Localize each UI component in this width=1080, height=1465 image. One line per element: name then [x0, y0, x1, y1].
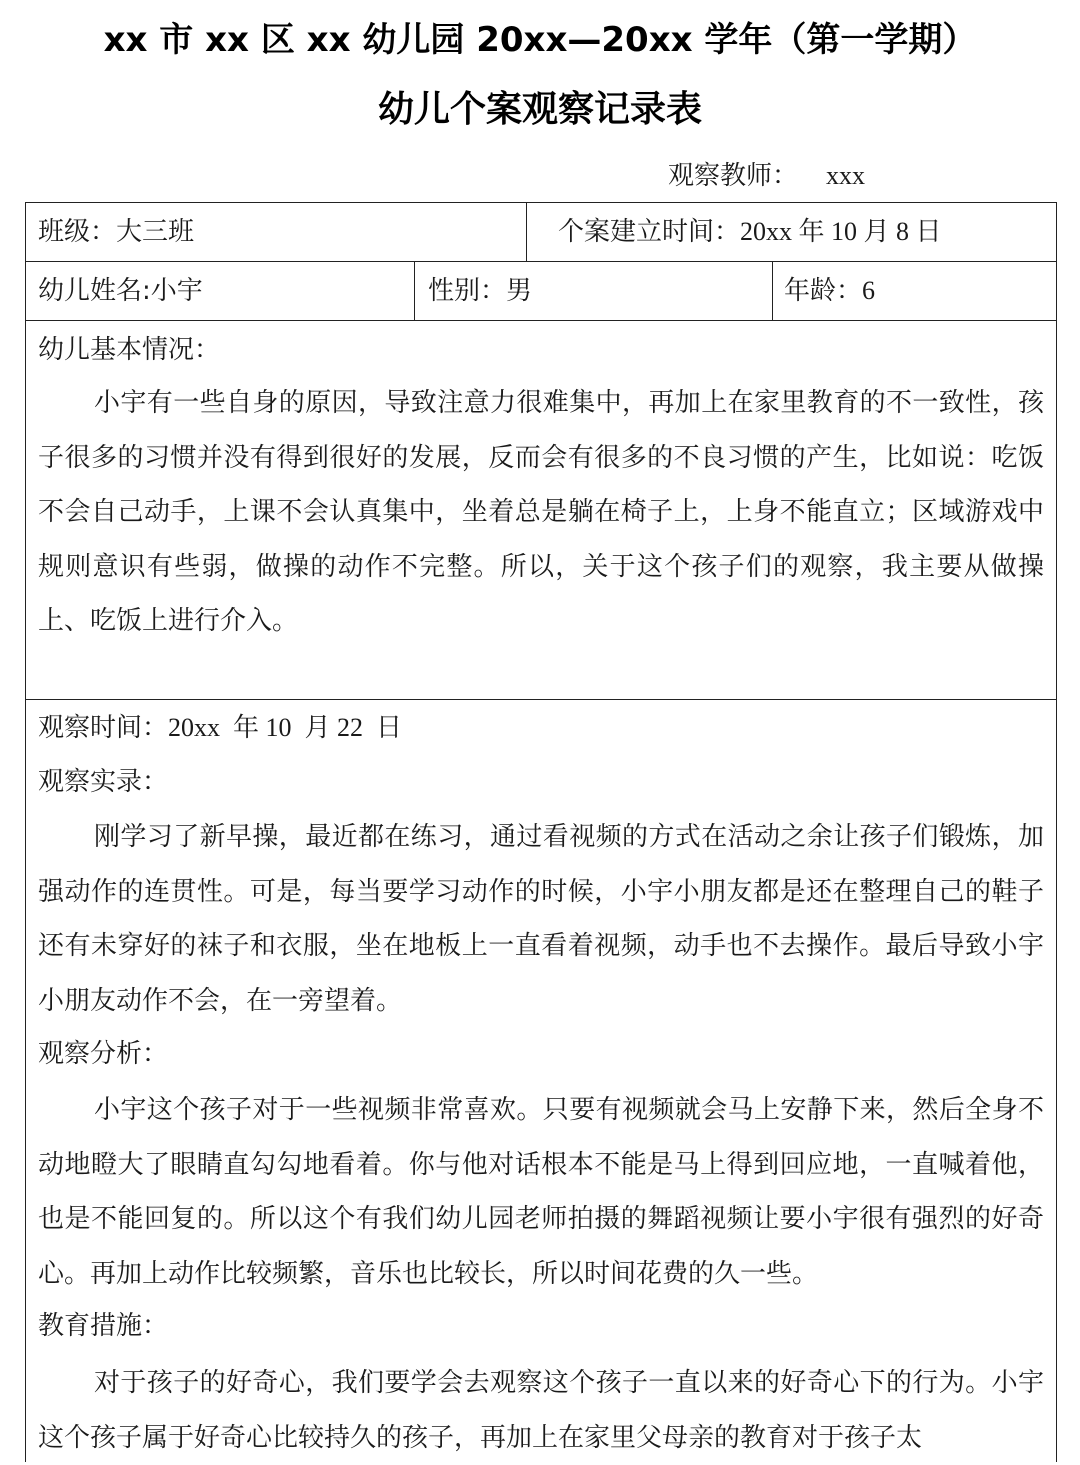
class-value: 大三班 — [116, 217, 195, 247]
document-subtitle: 幼儿个案观察记录表 — [377, 89, 702, 130]
created-time-cell — [558, 212, 942, 252]
column-divider — [526, 203, 527, 261]
class-label: 班级： — [38, 217, 117, 247]
child-name-cell — [38, 271, 203, 311]
column-divider — [414, 261, 415, 320]
row-divider — [26, 320, 1056, 321]
age-label: 年龄： — [784, 276, 863, 306]
document-title: xx 市 xx 区 xx 幼儿园 20xx—20xx 学年（第一学期） — [103, 20, 977, 60]
column-divider — [772, 261, 773, 320]
analysis-text: 小宇这个孩子对于一些视频非常喜欢。只要有视频就会马上安静下来，然后全身不动地瞪大了眼睛直勾勾地看着。你与他对话根本不能是马上得到回应地，一直喊着他，也是不能回复的。所以这个有我们幼儿园老师拍摄的舞蹈视频让要小宇很有强烈的好奇心。再加上动作比较频繁，音乐也比较长，所以时间花费的久一些。 — [38, 1095, 1044, 1289]
row-divider — [26, 261, 1056, 262]
measures-text: 对于孩子的好奇心，我们要学会去观察这个孩子一直以来的好奇心下的行为。小宇这个孩子属于好奇心比较持久的孩子，再加上在家里父母亲的教育对于孩子太 — [38, 1368, 1044, 1453]
measures-label: 教育措施： — [38, 1311, 169, 1341]
observation-time — [38, 708, 402, 748]
teacher-value: xxx — [826, 161, 866, 190]
teacher-line — [668, 156, 865, 196]
created-time-value: 20xx 年 10 月 8 日 — [740, 217, 942, 246]
class-cell — [38, 212, 194, 252]
gender-cell — [428, 271, 532, 311]
gender-value: 男 — [506, 276, 533, 306]
observation-time-label: 观察时间： — [38, 713, 169, 743]
record-label: 观察实录： — [38, 767, 169, 797]
teacher-label: 观察教师： — [668, 161, 799, 191]
observation-time-value: 20xx 年 10 月 22 日 — [168, 713, 403, 742]
basic-info-text: 小宇有一些自身的原因，导致注意力很难集中，再加上在家里教育的不一致性，孩子很多的习惯并没有得到很好的发展，反而会有很多的不良习惯的产生，比如说：吃饭不会自己动手，上课不会认真集中，坐着总是躺在椅子上，上身不能直立；区域游戏中规则意识有些弱，做操的动作不完整。所以，关于这个孩子们的观察，我主要从做操上、吃饭上进行介入。 — [38, 388, 1044, 637]
record-text: 刚学习了新早操，最近都在练习，通过看视频的方式在活动之余让孩子们锻炼，加强动作的连贯性。可是，每当要学习动作的时候，小宇小朋友都是还在整理自己的鞋子还有未穿好的袜子和衣服，坐在地板上一直看着视频，动手也不去操作。最后导致小宇小朋友动作不会，在一旁望着。 — [38, 822, 1044, 1016]
gender-label: 性别： — [428, 276, 507, 306]
created-time-label: 个案建立时间： — [558, 217, 741, 247]
analysis-label: 观察分析： — [38, 1039, 169, 1069]
basic-info-label: 幼儿基本情况： — [38, 335, 221, 365]
child-name-label: 幼儿姓名: — [38, 276, 151, 306]
row-divider — [26, 699, 1056, 700]
age-value: 6 — [862, 276, 876, 305]
age-cell — [784, 271, 875, 311]
child-name-value: 小宇 — [150, 276, 203, 306]
